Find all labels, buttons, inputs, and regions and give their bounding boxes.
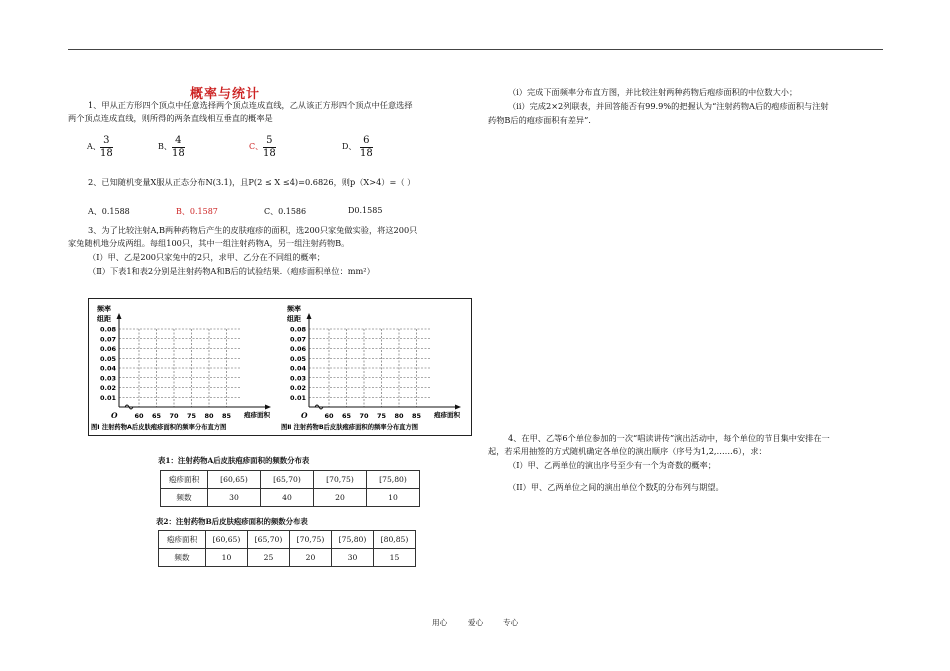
histogram-xtick-label: 60 [134,412,144,420]
histogram-xtick-label: 65 [151,412,162,420]
table2-count: 10 [206,549,248,567]
q1-option-d-num: 6 [360,135,373,148]
table2-count: 20 [290,549,332,567]
table2-header-row [159,531,416,549]
q3-line4: （Ⅱ）下表1和表2分别是注射药物A和B后的试验结果.（疱疹面积单位：mm²） [88,266,375,276]
table1-count-row [161,489,420,507]
q3-line3: （Ⅰ）甲、乙是200只家兔中的2只，求甲、乙分在不同组的概率； [88,252,325,262]
q1-option-b-label: B、 [158,142,172,151]
table1-interval: [65,70) [261,471,314,489]
footer-item: 爱心 [468,618,484,627]
table2-interval: [75,80) [332,531,374,549]
histogram-ytick-label: 0.02 [289,384,306,392]
table1-head: 疱疹面积 [161,471,208,489]
histogram-origin: O [301,411,308,420]
table2 [158,530,416,567]
page-title: 概率与统计 [190,87,261,102]
q1-option-c-label: C、 [249,142,264,151]
table2-head: 疱疹面积 [159,531,206,549]
q1-option-d-label: D、 [342,142,357,151]
table1-interval: [70,75) [314,471,367,489]
histogram-xtick-label: 85 [411,412,422,420]
footer-item: 专心 [503,618,519,627]
header-rule [68,49,883,50]
histogram-ytick-label: 0.08 [99,325,116,334]
histogram-x-arrow [455,405,461,410]
histogram-ytick-label: 0.02 [99,384,116,392]
table2-count: 30 [332,549,374,567]
q2-option-d: D0.1585 [348,206,383,215]
histogram-ytick-label: 0.03 [99,374,116,383]
histogram-ytick-label: 0.06 [289,345,306,353]
histogram-xtick-label: 65 [341,412,352,420]
histogram-svg [89,299,471,435]
q1-option-c-fraction [263,135,276,160]
q2-option-a: A、0.1588 [88,207,130,216]
table1-interval: [60,65) [208,471,261,489]
histogram-xlabel: 疱疹面积 [434,411,460,419]
q1-option-a-fraction [100,135,113,160]
footer-item: 用心 [432,618,448,627]
table2-interval: [80,85) [374,531,416,549]
table2-count-row [159,549,416,567]
table1-count: 20 [314,489,367,507]
q2-option-c: C、0.1586 [264,207,307,216]
q1-option-a-num: 3 [100,135,113,148]
table1 [160,470,420,507]
histogram-caption: 图Ⅰ 注射药物A后皮肤疱疹面积的频率分布直方图 [91,424,227,431]
q1-line1: 1、甲从正方形四个顶点中任意选择两个顶点连成直线，乙从该正方形四个顶点中任意选择 [88,100,413,110]
table2-caption: 表2：注射药物B后皮肤疱疹面积的频数分布表 [156,517,308,526]
table2-rowlabel: 频数 [159,549,206,567]
histogram-y-arrow [307,313,312,319]
table1-interval: [75,80) [367,471,420,489]
q1-option-b-den: 18 [172,148,185,159]
q4-line1: 4、在甲、乙等6个单位参加的一次“唱读讲传”演出活动中，每个单位的节目集中安排在一 [508,433,830,443]
histogram-ytick-label: 0.05 [289,354,306,363]
right-part-ii-line1: （ⅱ）完成2×2列联表，并回答能否有99.9%的把握认为“注射药物A后的疱疹面积与注射 [508,101,829,111]
histogram-y-arrow [117,313,122,319]
histogram-ytick-label: 0.04 [289,364,306,373]
histogram-xlabel: 疱疹面积 [244,411,270,419]
histogram-ytick-label: 0.08 [289,325,306,334]
table1-caption: 表1：注射药物A后皮肤疱疹面积的频数分布表 [158,456,310,465]
q1-option-a-label: A、 [87,142,101,151]
q1-option-d-fraction [360,135,373,160]
histogram-xtick-label: 75 [376,412,387,420]
histogram-ylabel-bottom: 组距 [97,315,111,323]
q1-option-b-fraction [172,135,185,160]
histogram-ytick-label: 0.05 [99,354,116,363]
histogram-ytick-label: 0.07 [99,335,116,344]
q2-option-b: B、0.1587 [176,207,218,216]
histogram-ytick-label: 0.01 [99,393,116,402]
q1-option-b-num: 4 [172,135,185,148]
histogram-ytick-label: 0.06 [99,345,116,353]
histogram-origin: O [111,411,118,420]
histogram-xtick-label: 60 [324,412,334,420]
table1-count: 10 [367,489,420,507]
table1-count: 30 [208,489,261,507]
table2-count: 25 [248,549,290,567]
table2-count: 15 [374,549,416,567]
histogram-caption: 图Ⅱ 注射药物B后皮肤疱疹面积的频率分布直方图 [281,424,419,431]
histogram-xtick-label: 70 [169,412,179,420]
histogram-ylabel-top: 频率 [287,305,301,313]
histogram-xtick-label: 80 [394,412,404,420]
q3-line2: 家兔随机地分成两组。每组100只，其中一组注射药物A，另一组注射药物B。 [68,238,350,248]
q3-line1: 3、为了比较注射A,B两种药物后产生的皮肤疱疹的面积，选200只家兔做实验，将这200只 [88,225,418,235]
histogram-ytick-label: 0.01 [289,393,306,402]
q1-option-c-num: 5 [263,135,276,148]
histogram-ytick-label: 0.03 [289,374,306,383]
q1-line2: 两个顶点连成直线，则所得的两条直线相互垂直的概率是 [68,113,273,123]
q4-line3: （I）甲、乙两单位的演出序号至少有一个为奇数的概率； [508,460,716,470]
right-part-ii-line2: 药物B后的疱疹面积有差异”. [488,115,591,125]
histogram-panel [88,298,472,436]
q4-line2: 起，若采用抽签的方式随机确定各单位的演出顺序（序号为1,2,……6），求： [488,446,767,456]
table1-header-row [161,471,420,489]
histogram-xtick-label: 85 [221,412,232,420]
q4-line4: （II）甲、乙两单位之间的演出单位个数ξ的分布列与期望。 [508,482,724,492]
histogram-xtick-label: 75 [186,412,197,420]
table2-interval: [60,65) [206,531,248,549]
table2-interval: [70,75) [290,531,332,549]
q1-option-a-den: 18 [100,148,113,159]
q2-text: 2、已知随机变量X服从正态分布N(3.1)，且P(2 ≤ X ≤4)=0.6826，则p（X>4）=（ ） [88,177,416,187]
histogram-xtick-label: 70 [359,412,369,420]
q1-option-c-den: 18 [263,148,276,159]
histogram-ylabel-top: 频率 [97,305,111,313]
histogram-ytick-label: 0.04 [99,364,116,373]
table1-count: 40 [261,489,314,507]
table1-rowlabel: 频数 [161,489,208,507]
histogram-xtick-label: 80 [204,412,214,420]
histogram-ylabel-bottom: 组距 [287,315,301,323]
right-part-i: （ⅰ）完成下面频率分布直方图，并比较注射两种药物后疱疹面积的中位数大小； [508,87,798,97]
histogram-x-arrow [265,405,271,410]
histogram-ytick-label: 0.07 [289,335,306,344]
q1-option-d-den: 18 [360,148,373,159]
table2-interval: [65,70) [248,531,290,549]
